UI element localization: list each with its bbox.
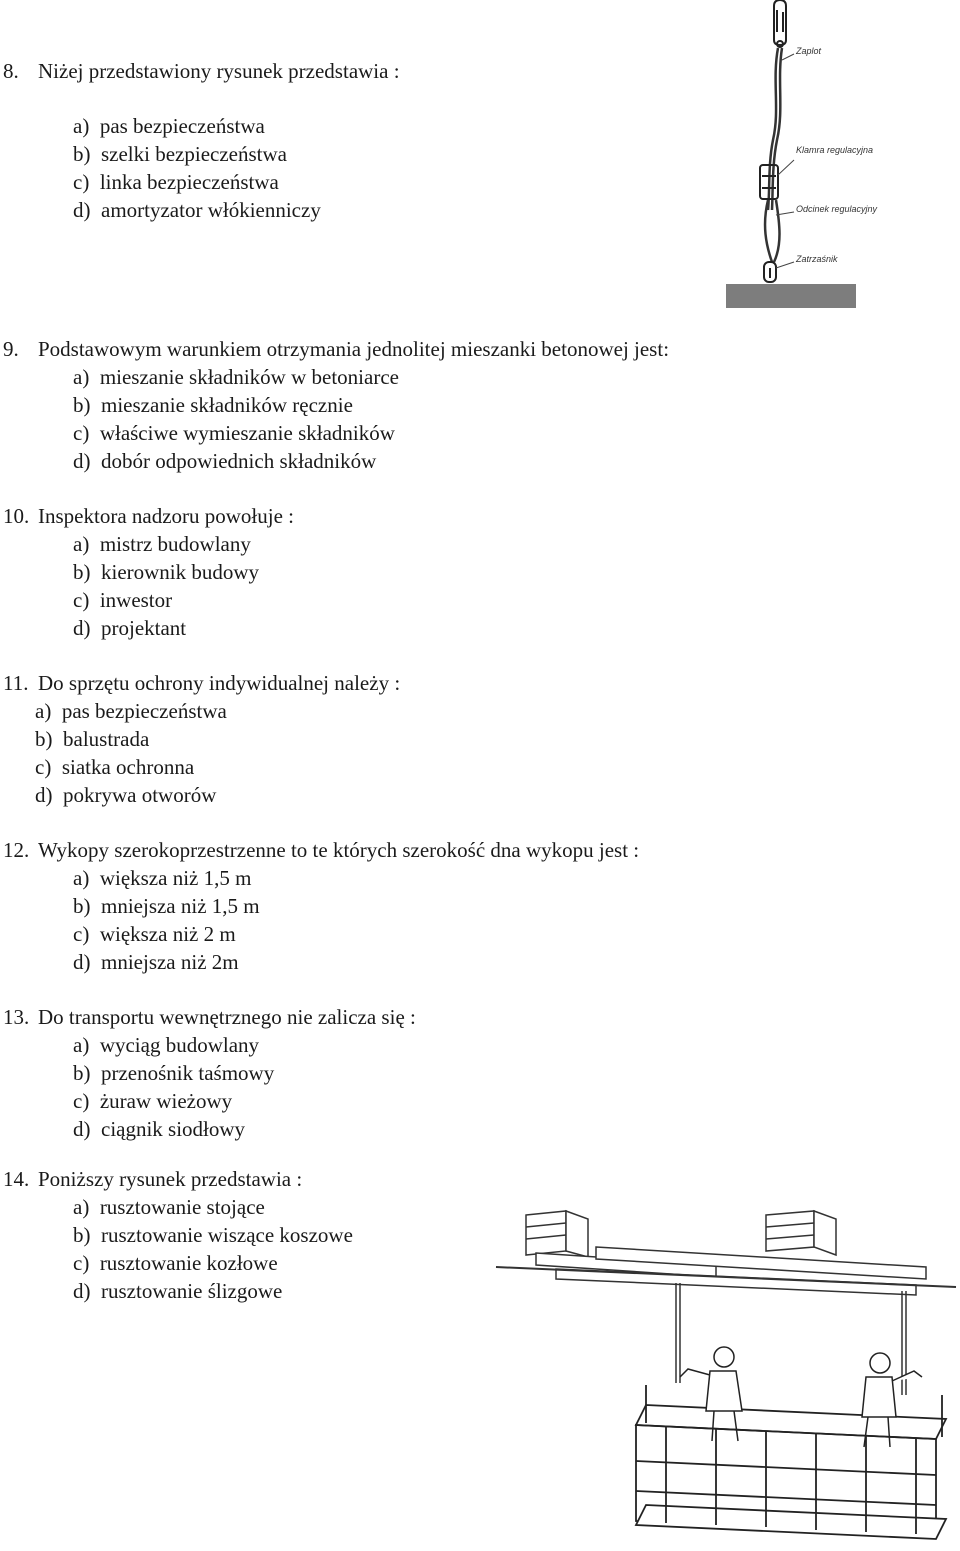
counterweight-blocks xyxy=(526,1211,836,1257)
option-c: c) linka bezpieczeństwa xyxy=(73,170,279,194)
option-c: c) większa niż 2 m xyxy=(73,922,236,946)
option-d: d) dobór odpowiednich składników xyxy=(73,449,377,473)
option-c: c) rusztowanie kozłowe xyxy=(73,1251,278,1275)
option-d: d) rusztowanie ślizgowe xyxy=(73,1279,283,1303)
option-a: a) większa niż 1,5 m xyxy=(73,866,252,890)
question-text: Do sprzętu ochrony indywidualnej należy : xyxy=(38,671,401,695)
option-a: a) wyciąg budowlany xyxy=(73,1033,260,1057)
option-a: a) mistrz budowlany xyxy=(73,532,251,556)
question-number: 14. xyxy=(3,1167,30,1191)
option-c: c) właściwe wymieszanie składników xyxy=(73,421,395,445)
outrigger-beams xyxy=(496,1247,956,1295)
option-d: d) pokrywa otworów xyxy=(35,783,217,807)
question-text: Do transportu wewnętrznego nie zalicza się : xyxy=(38,1005,416,1029)
question-text: Wykopy szerokoprzestrzenne to te których szerokość dna wykopu jest : xyxy=(38,838,640,862)
worker-right-icon xyxy=(862,1353,922,1447)
option-c: c) inwestor xyxy=(73,588,173,612)
option-a: a) mieszanie składników w betoniarce xyxy=(73,365,399,389)
option-b: b) rusztowanie wiszące koszowe xyxy=(73,1223,353,1247)
option-a: a) rusztowanie stojące xyxy=(73,1195,265,1219)
basket-platform xyxy=(636,1385,946,1539)
label-zatrzasnik: Zatrzaśnik xyxy=(796,254,838,264)
question-text: Niżej przedstawiony rysunek przedstawia : xyxy=(38,59,400,83)
option-c: c) siatka ochronna xyxy=(35,755,195,779)
question-text: Poniższy rysunek przedstawia : xyxy=(38,1167,303,1191)
label-zaplot: Zaplot xyxy=(796,46,822,56)
question-text: Podstawowym warunkiem otrzymania jednolitej mieszanki betonowej jest: xyxy=(38,337,670,361)
option-b: b) mniejsza niż 1,5 m xyxy=(73,894,260,918)
option-a: a) pas bezpieczeństwa xyxy=(73,114,265,138)
option-b: b) balustrada xyxy=(35,727,150,751)
label-klamra: Klamra regulacyjna xyxy=(796,145,874,155)
option-d: d) ciągnik siodłowy xyxy=(73,1117,246,1141)
question-number: 12. xyxy=(3,838,30,862)
label-odcinek: Odcinek regulacyjny xyxy=(796,204,878,214)
question-number: 10. xyxy=(3,504,30,528)
scaffold-figure xyxy=(496,1205,960,1551)
question-text: Inspektora nadzoru powołuje : xyxy=(38,504,295,528)
question-number: 8. xyxy=(3,59,19,83)
option-a: a) pas bezpieczeństwa xyxy=(35,699,227,723)
top-hook-icon xyxy=(774,0,786,47)
option-d: d) mniejsza niż 2m xyxy=(73,950,239,974)
rope-icon xyxy=(765,48,782,262)
option-d: d) amortyzator włókienniczy xyxy=(73,198,321,222)
option-b: b) przenośnik taśmowy xyxy=(73,1061,275,1085)
option-b: b) mieszanie składników ręcznie xyxy=(73,393,353,417)
ground-slab xyxy=(726,284,856,308)
question-number: 13. xyxy=(3,1005,30,1029)
option-b: b) kierownik budowy xyxy=(73,560,260,584)
bottom-hook-icon xyxy=(764,262,776,282)
option-c: c) żuraw wieżowy xyxy=(73,1089,233,1113)
question-number: 9. xyxy=(3,337,19,361)
lanyard-figure xyxy=(720,0,878,312)
option-b: b) szelki bezpieczeństwa xyxy=(73,142,287,166)
question-number: 11. xyxy=(3,671,29,695)
option-d: d) projektant xyxy=(73,616,187,640)
